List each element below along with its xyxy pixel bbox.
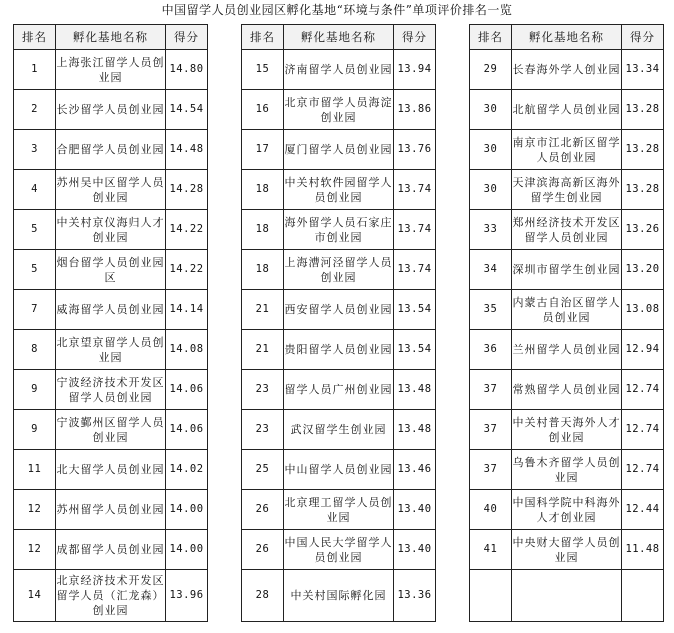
name-cell: 南京市江北新区留学人员创业园 [512, 130, 622, 170]
score-cell: 14.06 [166, 370, 208, 410]
name-cell: 北航留学人员创业园 [512, 90, 622, 130]
name-cell: 济南留学人员创业园 [284, 50, 394, 90]
table-row [242, 50, 436, 90]
score-cell: 13.28 [622, 90, 664, 130]
table-row [242, 170, 436, 210]
rank-cell: 34 [470, 250, 512, 290]
name-cell: 宁波鄞州区留学人员创业园 [56, 410, 166, 450]
table-row [14, 330, 208, 370]
rank-cell: 29 [470, 50, 512, 90]
table-row [470, 90, 664, 130]
table-row [470, 410, 664, 450]
table-row [242, 570, 436, 622]
name-cell: 中国人民大学留学人员创业园 [284, 530, 394, 570]
ranking-tables [13, 24, 664, 622]
score-cell: 13.28 [622, 170, 664, 210]
score-cell: 13.74 [394, 170, 436, 210]
rank-cell: 26 [242, 530, 284, 570]
table-row [14, 450, 208, 490]
rank-cell: 8 [14, 330, 56, 370]
table-row [470, 50, 664, 90]
table-row [242, 250, 436, 290]
rank-cell: 12 [14, 530, 56, 570]
name-cell: 郑州经济技术开发区留学人员创业园 [512, 210, 622, 250]
rank-cell: 15 [242, 50, 284, 90]
score-cell: 12.74 [622, 410, 664, 450]
table-row [14, 170, 208, 210]
rank-cell: 1 [14, 50, 56, 90]
rank-cell: 2 [14, 90, 56, 130]
table-row [470, 490, 664, 530]
score-cell: 14.00 [166, 490, 208, 530]
score-cell: 13.34 [622, 50, 664, 90]
name-cell: 长沙留学人员创业园 [56, 90, 166, 130]
ranking-table-3 [469, 24, 664, 622]
name-cell: 中关村京仪海归人才创业园 [56, 210, 166, 250]
name-cell: 西安留学人员创业园 [284, 290, 394, 330]
score-cell: 14.00 [166, 530, 208, 570]
score-cell: 13.76 [394, 130, 436, 170]
empty-cell [622, 570, 664, 622]
table-row [14, 50, 208, 90]
name-cell: 苏州留学人员创业园 [56, 490, 166, 530]
name-cell: 成都留学人员创业园 [56, 530, 166, 570]
table-row [14, 250, 208, 290]
name-column-header: 孵化基地名称 [56, 25, 166, 50]
table-row [470, 450, 664, 490]
score-cell: 13.36 [394, 570, 436, 622]
name-cell: 中关村软件园留学人员创业园 [284, 170, 394, 210]
score-column-header: 得分 [166, 25, 208, 50]
name-cell: 中国科学院中科海外人才创业园 [512, 490, 622, 530]
rank-cell: 37 [470, 370, 512, 410]
table-row [242, 450, 436, 490]
name-cell: 乌鲁木齐留学人员创业园 [512, 450, 622, 490]
table-row [242, 90, 436, 130]
rank-cell: 35 [470, 290, 512, 330]
rank-cell: 41 [470, 530, 512, 570]
rank-cell: 28 [242, 570, 284, 622]
rank-cell: 37 [470, 450, 512, 490]
score-cell: 13.26 [622, 210, 664, 250]
rank-cell: 37 [470, 410, 512, 450]
score-cell: 13.74 [394, 210, 436, 250]
table-header-row [14, 25, 208, 50]
name-cell: 北京市留学人员海淀创业园 [284, 90, 394, 130]
score-cell: 14.02 [166, 450, 208, 490]
score-cell: 13.40 [394, 530, 436, 570]
rank-cell: 30 [470, 90, 512, 130]
rank-cell: 9 [14, 410, 56, 450]
table-row [14, 290, 208, 330]
score-cell: 13.08 [622, 290, 664, 330]
table-row [470, 210, 664, 250]
score-cell: 13.48 [394, 370, 436, 410]
rank-cell: 5 [14, 250, 56, 290]
name-cell: 上海张江留学人员创业园 [56, 50, 166, 90]
score-cell: 14.54 [166, 90, 208, 130]
score-cell: 14.22 [166, 210, 208, 250]
name-cell: 中关村普天海外人才创业园 [512, 410, 622, 450]
rank-column-header: 排名 [470, 25, 512, 50]
rank-cell: 36 [470, 330, 512, 370]
table-row [14, 370, 208, 410]
name-cell: 宁波经济技术开发区留学人员创业园 [56, 370, 166, 410]
score-cell: 14.08 [166, 330, 208, 370]
rank-cell: 23 [242, 410, 284, 450]
name-cell: 中关村国际孵化园 [284, 570, 394, 622]
table-row [14, 490, 208, 530]
score-cell: 14.80 [166, 50, 208, 90]
table-row [470, 370, 664, 410]
table-row [242, 290, 436, 330]
table-row [470, 250, 664, 290]
rank-cell: 40 [470, 490, 512, 530]
name-cell: 北大留学人员创业园 [56, 450, 166, 490]
rank-cell: 21 [242, 290, 284, 330]
score-cell: 11.48 [622, 530, 664, 570]
rank-column-header: 排名 [242, 25, 284, 50]
score-cell: 13.96 [166, 570, 208, 622]
score-cell: 13.40 [394, 490, 436, 530]
rank-cell: 3 [14, 130, 56, 170]
name-cell: 贵阳留学人员创业园 [284, 330, 394, 370]
rank-cell: 9 [14, 370, 56, 410]
rank-cell: 30 [470, 130, 512, 170]
page-title: 中国留学人员创业园区孵化基地“环境与条件”单项评价排名一览 [161, 3, 513, 17]
score-cell: 13.94 [394, 50, 436, 90]
score-cell: 13.20 [622, 250, 664, 290]
table-row [242, 130, 436, 170]
rank-cell: 16 [242, 90, 284, 130]
name-cell: 兰州留学人员创业园 [512, 330, 622, 370]
table-row [242, 210, 436, 250]
score-cell: 12.74 [622, 450, 664, 490]
rank-cell: 23 [242, 370, 284, 410]
name-cell: 天津滨海高新区海外留学生创业园 [512, 170, 622, 210]
name-cell: 合肥留学人员创业园 [56, 130, 166, 170]
name-column-header: 孵化基地名称 [284, 25, 394, 50]
empty-cell [470, 570, 512, 622]
name-cell: 海外留学人员石家庄市创业园 [284, 210, 394, 250]
name-cell: 北京经济技术开发区留学人员（汇龙森）创业园 [56, 570, 166, 622]
name-column-header: 孵化基地名称 [512, 25, 622, 50]
score-cell: 14.22 [166, 250, 208, 290]
rank-cell: 5 [14, 210, 56, 250]
score-cell: 13.86 [394, 90, 436, 130]
table-row [242, 410, 436, 450]
table-row [470, 290, 664, 330]
rank-cell: 7 [14, 290, 56, 330]
name-cell: 深圳市留学生创业园 [512, 250, 622, 290]
table-row [242, 490, 436, 530]
score-cell: 13.54 [394, 330, 436, 370]
name-cell: 威海留学人员创业园 [56, 290, 166, 330]
name-cell: 厦门留学人员创业园 [284, 130, 394, 170]
rank-cell: 12 [14, 490, 56, 530]
score-cell: 12.94 [622, 330, 664, 370]
table-row [470, 170, 664, 210]
name-cell: 长春海外学人创业园 [512, 50, 622, 90]
table-row [242, 330, 436, 370]
table-row [14, 130, 208, 170]
table-row [470, 330, 664, 370]
rank-cell: 11 [14, 450, 56, 490]
empty-cell [512, 570, 622, 622]
rank-cell: 4 [14, 170, 56, 210]
rank-cell: 26 [242, 490, 284, 530]
table-row [470, 530, 664, 570]
score-cell: 12.74 [622, 370, 664, 410]
table-row [14, 530, 208, 570]
rank-cell: 18 [242, 250, 284, 290]
table-row [14, 410, 208, 450]
table-row [14, 570, 208, 622]
score-cell: 13.28 [622, 130, 664, 170]
score-cell: 14.48 [166, 130, 208, 170]
table-row-empty [470, 570, 664, 622]
rank-cell: 25 [242, 450, 284, 490]
score-cell: 14.14 [166, 290, 208, 330]
ranking-table-1 [13, 24, 208, 622]
rank-cell: 14 [14, 570, 56, 622]
score-cell: 12.44 [622, 490, 664, 530]
name-cell: 中山留学人员创业园 [284, 450, 394, 490]
rank-cell: 17 [242, 130, 284, 170]
rank-cell: 18 [242, 170, 284, 210]
score-cell: 13.74 [394, 250, 436, 290]
name-cell: 上海漕河泾留学人员创业园 [284, 250, 394, 290]
name-cell: 苏州吴中区留学人员创业园 [56, 170, 166, 210]
score-cell: 14.28 [166, 170, 208, 210]
name-cell: 烟台留学人员创业园区 [56, 250, 166, 290]
rank-cell: 21 [242, 330, 284, 370]
rank-cell: 30 [470, 170, 512, 210]
table-row [14, 90, 208, 130]
name-cell: 内蒙古自治区留学人员创业园 [512, 290, 622, 330]
score-cell: 13.48 [394, 410, 436, 450]
score-column-header: 得分 [394, 25, 436, 50]
table-row [242, 530, 436, 570]
score-cell: 13.46 [394, 450, 436, 490]
name-cell: 北京望京留学人员创业园 [56, 330, 166, 370]
name-cell: 武汉留学生创业园 [284, 410, 394, 450]
table-row [14, 210, 208, 250]
name-cell: 留学人员广州创业园 [284, 370, 394, 410]
table-row [242, 370, 436, 410]
table-header-row [470, 25, 664, 50]
score-cell: 14.06 [166, 410, 208, 450]
rank-cell: 18 [242, 210, 284, 250]
table-header-row [242, 25, 436, 50]
ranking-table-2 [241, 24, 436, 622]
name-cell: 中央财大留学人员创业园 [512, 530, 622, 570]
rank-cell: 33 [470, 210, 512, 250]
name-cell: 北京理工留学人员创业园 [284, 490, 394, 530]
score-column-header: 得分 [622, 25, 664, 50]
rank-column-header: 排名 [14, 25, 56, 50]
name-cell: 常熟留学人员创业园 [512, 370, 622, 410]
table-row [470, 130, 664, 170]
score-cell: 13.54 [394, 290, 436, 330]
